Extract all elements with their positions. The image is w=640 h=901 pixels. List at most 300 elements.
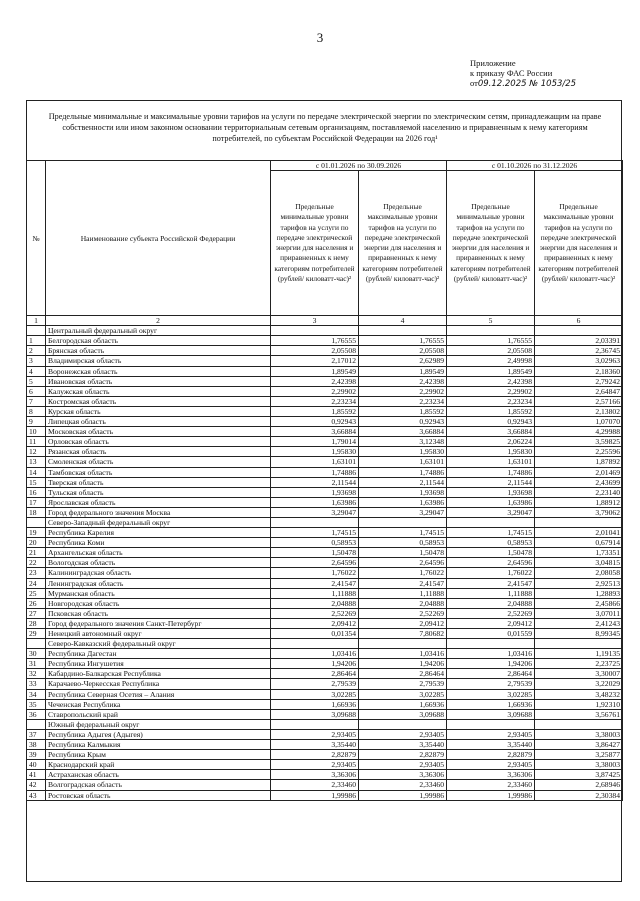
table-row (27, 457, 623, 467)
tariff-min-period-2: 2,86464 (447, 669, 535, 679)
tariff-min-period-1: 3,36306 (271, 770, 359, 780)
region-name: Владимирская область (46, 356, 271, 366)
column-number: 3 (271, 316, 359, 326)
tariff-max-period-2: 3,30007 (535, 669, 623, 679)
tariff-max-period-2: 0,67914 (535, 538, 623, 548)
empty-cell (535, 719, 623, 729)
column-header-name: Наименование субъекта Российской Федерации (46, 161, 271, 316)
tariff-min-period-1: 2,41547 (271, 578, 359, 588)
table-row (27, 770, 623, 780)
tariff-min-period-2: 2,42398 (447, 376, 535, 386)
row-number: 38 (27, 740, 46, 750)
column-header-number: № (27, 161, 46, 316)
tariff-max-period-1: 2,62989 (359, 356, 447, 366)
row-number: 36 (27, 709, 46, 719)
tariff-min-period-1: 1,76555 (271, 336, 359, 346)
row-number: 42 (27, 780, 46, 790)
table-row (27, 669, 623, 679)
row-number: 26 (27, 598, 46, 608)
tariff-min-period-2: 1,94206 (447, 659, 535, 669)
tariff-min-period-1: 2,23234 (271, 396, 359, 406)
tariff-min-period-2: 2,05508 (447, 346, 535, 356)
row-number: 21 (27, 548, 46, 558)
tariff-min-period-2: 1,50478 (447, 548, 535, 558)
table-row (27, 548, 623, 558)
tariff-min-period-2: 2,49998 (447, 356, 535, 366)
tariff-max-period-2: 4,29988 (535, 427, 623, 437)
handwritten-date-number: 09.12.2025 № 1053/25 (477, 79, 577, 89)
tariff-min-period-2: 2,29902 (447, 386, 535, 396)
region-name: Белгородская область (46, 336, 271, 346)
tariff-max-period-1: 2,82879 (359, 750, 447, 760)
tariff-max-period-2: 2,01041 (535, 528, 623, 538)
tariff-min-period-1: 1,74515 (271, 528, 359, 538)
document-title: Предельные минимальные и максимальные уровни тарифов на услуги по передаче электрической энергии по электрическим сетям, принадлежащим на праве собственности или ином законном основании территориальным сетевым организациям, поставляемой населению и приравненным к нему категориям потребителей, по субъектам Российской Федерации на 2026 год¹ (48, 112, 602, 143)
tariff-max-period-1: 1,11888 (359, 588, 447, 598)
region-name: Республика Адыгея (Адыгея) (46, 729, 271, 739)
tariff-max-period-1: 1,63986 (359, 497, 447, 507)
tariff-min-period-2: 1,74515 (447, 528, 535, 538)
tariff-min-period-1: 1,74886 (271, 467, 359, 477)
tariff-min-period-2: 2,93405 (447, 760, 535, 770)
region-name: Брянская область (46, 346, 271, 356)
tariff-min-period-1: 2,93405 (271, 729, 359, 739)
table-row (27, 356, 623, 366)
tariff-min-period-2: 1,63101 (447, 457, 535, 467)
table-row (27, 528, 623, 538)
empty-cell (447, 326, 535, 336)
tariff-min-period-2: 2,79539 (447, 679, 535, 689)
tariff-max-period-1: 1,94206 (359, 659, 447, 669)
tariff-min-period-1: 2,64596 (271, 558, 359, 568)
tariff-max-period-2: 1,73351 (535, 548, 623, 558)
tariff-min-period-2: 2,23234 (447, 396, 535, 406)
region-name: Калининградская область (46, 568, 271, 578)
region-name: Ненецкий автономный округ (46, 629, 271, 639)
column-number: 5 (447, 316, 535, 326)
tariff-max-period-1: 7,80682 (359, 629, 447, 639)
row-number: 22 (27, 558, 46, 568)
region-name: Орловская область (46, 437, 271, 447)
tariff-max-period-1: 1,76555 (359, 336, 447, 346)
column-header-min-2: Предельные минимальные уровни тарифов на услуги по передаче электрической энергии для населения и приравненных к нему категориям потребителей (рублей/ киловатт-час)² (447, 171, 535, 316)
empty-cell (447, 639, 535, 649)
region-name: Архангельская область (46, 548, 271, 558)
region-name: Республика Коми (46, 538, 271, 548)
tariff-max-period-1: 0,58953 (359, 538, 447, 548)
region-name: Псковская область (46, 608, 271, 618)
district-name: Центральный федеральный округ (46, 326, 271, 336)
region-name: Республика Северная Осетия – Алания (46, 689, 271, 699)
tariff-max-period-2: 2,23725 (535, 659, 623, 669)
tariff-table (26, 160, 623, 801)
tariff-max-period-1: 1,66936 (359, 699, 447, 709)
district-row (27, 326, 623, 336)
annex-date-line (470, 78, 620, 89)
tariff-min-period-1: 2,09412 (271, 618, 359, 628)
tariff-min-period-2: 2,06224 (447, 437, 535, 447)
tariff-max-period-1: 2,33460 (359, 780, 447, 790)
tariff-min-period-2: 1,76022 (447, 568, 535, 578)
empty-cell (359, 639, 447, 649)
tariff-min-period-1: 3,66884 (271, 427, 359, 437)
row-number: 6 (27, 386, 46, 396)
tariff-max-period-1: 1,95830 (359, 447, 447, 457)
district-number-cell (27, 326, 46, 336)
tariff-max-period-1: 2,05508 (359, 346, 447, 356)
table-row (27, 538, 623, 548)
table-row (27, 497, 623, 507)
tariff-min-period-1: 2,17012 (271, 356, 359, 366)
tariff-min-period-2: 2,33460 (447, 780, 535, 790)
tariff-min-period-1: 2,42398 (271, 376, 359, 386)
tariff-max-period-1: 2,23234 (359, 396, 447, 406)
tariff-max-period-2: 2,13802 (535, 406, 623, 416)
tariff-min-period-2: 2,41547 (447, 578, 535, 588)
row-number: 5 (27, 376, 46, 386)
table-row (27, 699, 623, 709)
table-row (27, 447, 623, 457)
region-name: Республика Ингушетия (46, 659, 271, 669)
tariff-min-period-2: 2,04888 (447, 598, 535, 608)
empty-cell (535, 517, 623, 527)
district-name: Северо-Кавказский федеральный округ (46, 639, 271, 649)
tariff-max-period-1: 0,92943 (359, 417, 447, 427)
tariff-max-period-2: 2,57166 (535, 396, 623, 406)
row-number: 1 (27, 336, 46, 346)
region-name: Московская область (46, 427, 271, 437)
row-number: 3 (27, 356, 46, 366)
table-body (27, 326, 623, 800)
table-row (27, 578, 623, 588)
tariff-min-period-2: 3,35440 (447, 740, 535, 750)
table-row (27, 760, 623, 770)
row-number: 16 (27, 487, 46, 497)
region-name: Волгоградская область (46, 780, 271, 790)
tariff-min-period-1: 1,11888 (271, 588, 359, 598)
tariff-max-period-2: 2,92513 (535, 578, 623, 588)
tariff-max-period-2: 2,68946 (535, 780, 623, 790)
tariff-min-period-1: 2,82879 (271, 750, 359, 760)
tariff-max-period-2: 1,19135 (535, 649, 623, 659)
tariff-min-period-1: 3,35440 (271, 740, 359, 750)
tariff-max-period-1: 1,76022 (359, 568, 447, 578)
column-number: 2 (46, 316, 271, 326)
row-number: 41 (27, 770, 46, 780)
region-name: Липецкая область (46, 417, 271, 427)
column-number: 1 (27, 316, 46, 326)
region-name: Ростовская область (46, 790, 271, 800)
tariff-max-period-1: 2,93405 (359, 729, 447, 739)
column-number: 4 (359, 316, 447, 326)
row-number: 32 (27, 669, 46, 679)
table-row (27, 618, 623, 628)
tariff-min-period-1: 1,63101 (271, 457, 359, 467)
row-number: 9 (27, 417, 46, 427)
region-name: Тверская область (46, 477, 271, 487)
row-number: 13 (27, 457, 46, 467)
tariff-max-period-2: 2,43699 (535, 477, 623, 487)
tariff-min-period-2: 1,74886 (447, 467, 535, 477)
table-row (27, 780, 623, 790)
tariff-min-period-1: 1,85592 (271, 406, 359, 416)
tariff-max-period-2: 3,48232 (535, 689, 623, 699)
tariff-min-period-2: 3,02285 (447, 689, 535, 699)
region-name: Республика Дагестан (46, 649, 271, 659)
tariff-min-period-2: 3,29047 (447, 507, 535, 517)
tariff-min-period-2: 3,36306 (447, 770, 535, 780)
tariff-min-period-2: 3,09688 (447, 709, 535, 719)
tariff-max-period-2: 3,79062 (535, 507, 623, 517)
row-number: 34 (27, 689, 46, 699)
row-number: 2 (27, 346, 46, 356)
tariff-min-period-1: 1,76022 (271, 568, 359, 578)
table-row (27, 689, 623, 699)
row-number: 25 (27, 588, 46, 598)
tariff-min-period-2: 1,76555 (447, 336, 535, 346)
table-row (27, 467, 623, 477)
tariff-min-period-2: 2,11544 (447, 477, 535, 487)
column-header-min-1: Предельные минимальные уровни тарифов на услуги по передаче электрической энергии для населения и приравненных к нему категориям потребителей (рублей/ киловатт-час)² (271, 171, 359, 316)
tariff-min-period-2: 2,09412 (447, 618, 535, 628)
tariff-max-period-1: 2,79539 (359, 679, 447, 689)
region-name: Ленинградская область (46, 578, 271, 588)
tariff-min-period-1: 3,29047 (271, 507, 359, 517)
district-name: Южный федеральный округ (46, 719, 271, 729)
tariff-min-period-1: 1,99986 (271, 790, 359, 800)
table-row (27, 437, 623, 447)
region-name: Город федерального значения Санкт-Петербург (46, 618, 271, 628)
tariff-max-period-2: 2,03391 (535, 336, 623, 346)
empty-cell (359, 517, 447, 527)
table-row (27, 598, 623, 608)
table-row (27, 629, 623, 639)
tariff-min-period-1: 2,93405 (271, 760, 359, 770)
tariff-max-period-2: 3,02963 (535, 356, 623, 366)
tariff-max-period-2: 2,45866 (535, 598, 623, 608)
tariff-max-period-2: 2,18360 (535, 366, 623, 376)
region-name: Калужская область (46, 386, 271, 396)
tariff-max-period-1: 3,36306 (359, 770, 447, 780)
tariff-max-period-2: 2,08058 (535, 568, 623, 578)
district-number-cell (27, 719, 46, 729)
region-name: Карачаево-Черкесская Республика (46, 679, 271, 689)
row-number: 29 (27, 629, 46, 639)
table-row (27, 558, 623, 568)
table-row (27, 679, 623, 689)
tariff-max-period-2: 1,07070 (535, 417, 623, 427)
tariff-max-period-2: 8,99345 (535, 629, 623, 639)
tariff-max-period-2: 2,25596 (535, 447, 623, 457)
tariff-min-period-1: 2,11544 (271, 477, 359, 487)
row-number: 33 (27, 679, 46, 689)
region-name: Костромская область (46, 396, 271, 406)
tariff-min-period-1: 2,79539 (271, 679, 359, 689)
tariff-max-period-1: 2,04888 (359, 598, 447, 608)
tariff-min-period-1: 0,58953 (271, 538, 359, 548)
tariff-min-period-1: 1,95830 (271, 447, 359, 457)
tariff-max-period-1: 3,35440 (359, 740, 447, 750)
region-name: Воронежская область (46, 366, 271, 376)
region-name: Город федерального значения Москва (46, 507, 271, 517)
region-name: Тамбовская область (46, 467, 271, 477)
tariff-max-period-2: 3,25877 (535, 750, 623, 760)
region-name: Ярославская область (46, 497, 271, 507)
empty-cell (447, 517, 535, 527)
empty-cell (271, 517, 359, 527)
tariff-max-period-1: 1,63101 (359, 457, 447, 467)
annex-block (470, 58, 620, 89)
region-name: Курская область (46, 406, 271, 416)
tariff-max-period-2: 1,87892 (535, 457, 623, 467)
tariff-max-period-2: 3,87425 (535, 770, 623, 780)
region-name: Астраханская область (46, 770, 271, 780)
row-number: 35 (27, 699, 46, 709)
table-row (27, 417, 623, 427)
tariff-max-period-1: 1,93698 (359, 487, 447, 497)
tariff-min-period-2: 0,01559 (447, 629, 535, 639)
tariff-min-period-1: 2,05508 (271, 346, 359, 356)
tariff-min-period-2: 1,85592 (447, 406, 535, 416)
region-name: Тульская область (46, 487, 271, 497)
district-row (27, 639, 623, 649)
tariff-min-period-2: 0,92943 (447, 417, 535, 427)
tariff-min-period-1: 1,03416 (271, 649, 359, 659)
district-row (27, 719, 623, 729)
tariff-max-period-1: 2,64596 (359, 558, 447, 568)
row-number: 4 (27, 366, 46, 376)
table-row (27, 396, 623, 406)
tariff-max-period-2: 2,30384 (535, 790, 623, 800)
tariff-max-period-2: 3,38003 (535, 760, 623, 770)
tariff-min-period-1: 1,66936 (271, 699, 359, 709)
row-number: 14 (27, 467, 46, 477)
column-header-max-2: Предельные максимальные уровни тарифов на услуги по передаче электрической энергии для населения и приравненных к нему категориям потребителей (рублей/ киловатт-час)² (535, 171, 623, 316)
tariff-max-period-1: 2,86464 (359, 669, 447, 679)
row-number: 7 (27, 396, 46, 406)
empty-cell (535, 639, 623, 649)
row-number: 39 (27, 750, 46, 760)
tariff-min-period-1: 1,89549 (271, 366, 359, 376)
tariff-min-period-2: 0,58953 (447, 538, 535, 548)
table-row (27, 406, 623, 416)
tariff-min-period-1: 2,29902 (271, 386, 359, 396)
tariff-min-period-2: 3,66884 (447, 427, 535, 437)
tariff-max-period-1: 2,09412 (359, 618, 447, 628)
period-2-header: с 01.10.2026 по 31.12.2026 (447, 161, 623, 171)
tariff-min-period-1: 2,52269 (271, 608, 359, 618)
tariff-max-period-2: 2,01469 (535, 467, 623, 477)
tariff-max-period-1: 3,66884 (359, 427, 447, 437)
column-number-row (27, 316, 623, 326)
tariff-max-period-1: 1,74515 (359, 528, 447, 538)
row-number: 12 (27, 447, 46, 457)
tariff-min-period-2: 1,93698 (447, 487, 535, 497)
row-number: 40 (27, 760, 46, 770)
tariff-max-period-2: 3,22029 (535, 679, 623, 689)
tariff-min-period-2: 1,11888 (447, 588, 535, 598)
empty-cell (271, 639, 359, 649)
annex-date-prefix: от (470, 78, 478, 88)
region-name: Республика Карелия (46, 528, 271, 538)
column-header-max-1: Предельные максимальные уровни тарифов на услуги по передаче электрической энергии для населения и приравненных к нему категориям потребителей (рублей/ киловатт-час)² (359, 171, 447, 316)
row-number: 10 (27, 427, 46, 437)
tariff-min-period-1: 1,50478 (271, 548, 359, 558)
tariff-max-period-1: 1,03416 (359, 649, 447, 659)
row-number: 24 (27, 578, 46, 588)
tariff-max-period-1: 2,42398 (359, 376, 447, 386)
tariff-max-period-2: 2,64847 (535, 386, 623, 396)
table-row (27, 386, 623, 396)
table-row (27, 608, 623, 618)
table-row (27, 588, 623, 598)
tariff-max-period-1: 3,12348 (359, 437, 447, 447)
row-number: 19 (27, 528, 46, 538)
row-number: 31 (27, 659, 46, 669)
table-row (27, 487, 623, 497)
region-name: Чеченская Республика (46, 699, 271, 709)
table-row (27, 790, 623, 800)
tariff-max-period-1: 3,02285 (359, 689, 447, 699)
table-row (27, 750, 623, 760)
table-row (27, 659, 623, 669)
tariff-max-period-2: 3,86427 (535, 740, 623, 750)
tariff-max-period-2: 2,23140 (535, 487, 623, 497)
row-number: 30 (27, 649, 46, 659)
row-number: 37 (27, 729, 46, 739)
tariff-max-period-1: 2,29902 (359, 386, 447, 396)
table-row (27, 427, 623, 437)
table-row (27, 336, 623, 346)
tariff-min-period-2: 1,89549 (447, 366, 535, 376)
tariff-min-period-1: 3,09688 (271, 709, 359, 719)
table-row (27, 740, 623, 750)
annex-title: Приложение (470, 58, 516, 68)
district-row (27, 517, 623, 527)
tariff-min-period-1: 2,33460 (271, 780, 359, 790)
table-row (27, 346, 623, 356)
table-row (27, 568, 623, 578)
tariff-min-period-2: 1,63986 (447, 497, 535, 507)
tariff-max-period-1: 2,41547 (359, 578, 447, 588)
tariff-min-period-2: 1,99986 (447, 790, 535, 800)
tariff-max-period-1: 3,29047 (359, 507, 447, 517)
empty-cell (271, 326, 359, 336)
tariff-min-period-1: 1,79014 (271, 437, 359, 447)
district-name: Северо-Западный федеральный округ (46, 517, 271, 527)
table-row (27, 649, 623, 659)
tariff-max-period-2: 1,88912 (535, 497, 623, 507)
tariff-min-period-1: 1,93698 (271, 487, 359, 497)
row-number: 17 (27, 497, 46, 507)
region-name: Ставропольский край (46, 709, 271, 719)
table-row (27, 507, 623, 517)
page-number: 3 (316, 30, 324, 45)
region-name: Республика Калмыкия (46, 740, 271, 750)
tariff-max-period-1: 1,85592 (359, 406, 447, 416)
tariff-max-period-2: 2,41243 (535, 618, 623, 628)
row-number: 27 (27, 608, 46, 618)
tariff-max-period-1: 1,99986 (359, 790, 447, 800)
tariff-min-period-2: 2,93405 (447, 729, 535, 739)
tariff-max-period-1: 2,52269 (359, 608, 447, 618)
tariff-min-period-2: 1,66936 (447, 699, 535, 709)
row-number: 28 (27, 618, 46, 628)
tariff-max-period-2: 1,92310 (535, 699, 623, 709)
tariff-min-period-2: 2,64596 (447, 558, 535, 568)
tariff-max-period-2: 3,38003 (535, 729, 623, 739)
period-1-header: с 01.01.2026 по 30.09.2026 (271, 161, 447, 171)
